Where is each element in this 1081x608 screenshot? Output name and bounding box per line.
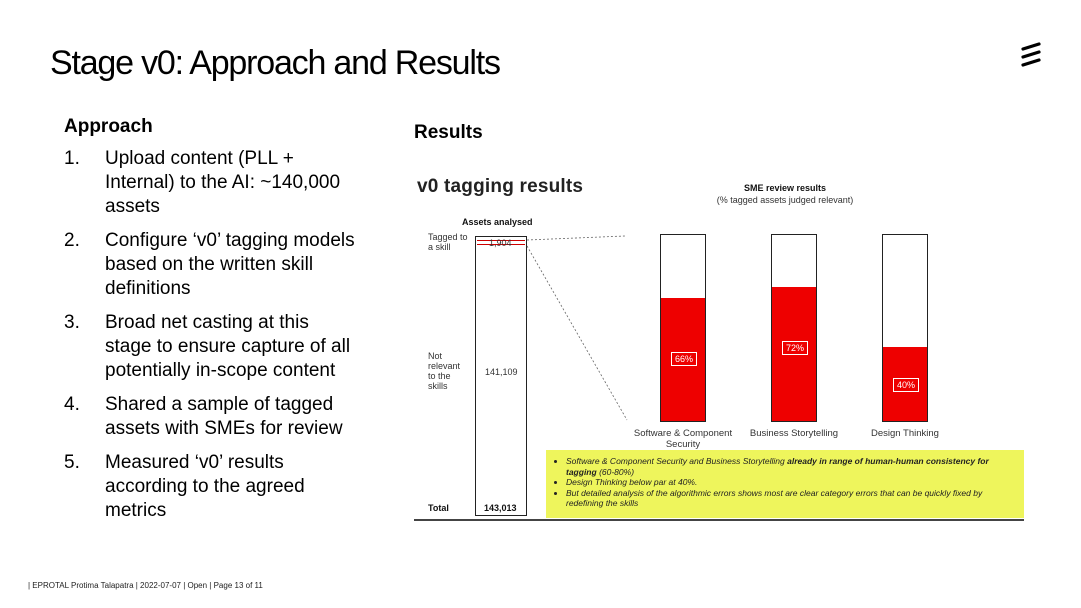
sme-category-label: Software & Component Security [633, 428, 733, 450]
figure-title: v0 tagging results [417, 176, 584, 197]
step-text: Measured ‘v0’ results according to the agreed metrics [105, 452, 305, 521]
total-label: Total [428, 503, 449, 513]
step-text: Upload content (PLL + Internal) to the AI: ~140,000 assets [105, 148, 341, 217]
sme-bar-value-label: 40% [893, 378, 919, 392]
slide-footer: | EPROTAL Protima Talapatra | 2022-07-07 | Open | Page 13 of 11 [28, 581, 263, 590]
note-item: • Design Thinking below par at 40%. [566, 477, 1016, 488]
total-value: 143,013 [484, 503, 517, 513]
sme-review-subtitle: (% tagged assets judged relevant) [716, 195, 854, 205]
step-number: 1. [64, 148, 80, 169]
results-heading: Results [414, 122, 483, 143]
connector-line-bottom [527, 246, 627, 420]
note-item: • But detailed analysis of the algorithmic errors shows most are clear category errors that can be quickly fixed by redefining the skills [566, 488, 1016, 509]
step-number: 3. [64, 312, 80, 333]
slide-title: Stage v0: Approach and Results [50, 44, 500, 82]
connector-line-top [527, 236, 625, 240]
sme-review-title: SME review results [743, 183, 827, 193]
step-number: 2. [64, 230, 80, 251]
step-number: 4. [64, 394, 80, 415]
note-item: • Software & Component Security and Business Storytelling already in range of human-human consistency for tagging (60-80%) [566, 456, 1016, 477]
tagged-value: 1,904 [489, 238, 512, 248]
not-relevant-label: Not relevant to the skills [428, 351, 461, 391]
sme-category-label: Design Thinking [871, 428, 939, 439]
sme-category-label: Business Storytelling [749, 428, 839, 439]
sme-bar [882, 234, 928, 422]
tagged-label: Tagged to a skill [428, 232, 468, 252]
sme-bar-value-label: 66% [671, 352, 697, 366]
sme-bar [660, 234, 706, 422]
step-text: Broad net casting at this stage to ensure capture of all potentially in-scope content [105, 312, 351, 381]
step-number: 5. [64, 452, 80, 473]
assets-analysed-heading: Assets analysed [462, 217, 533, 227]
not-relevant-value: 141,109 [485, 367, 518, 377]
sme-bar-value-label: 72% [782, 341, 808, 355]
approach-heading: Approach [64, 116, 153, 137]
sme-bar [771, 234, 817, 422]
step-text: Shared a sample of tagged assets with SMEs for review [105, 394, 343, 439]
step-text: Configure ‘v0’ tagging models based on the written skill definitions [105, 230, 355, 299]
results-notes-box [546, 450, 1024, 518]
